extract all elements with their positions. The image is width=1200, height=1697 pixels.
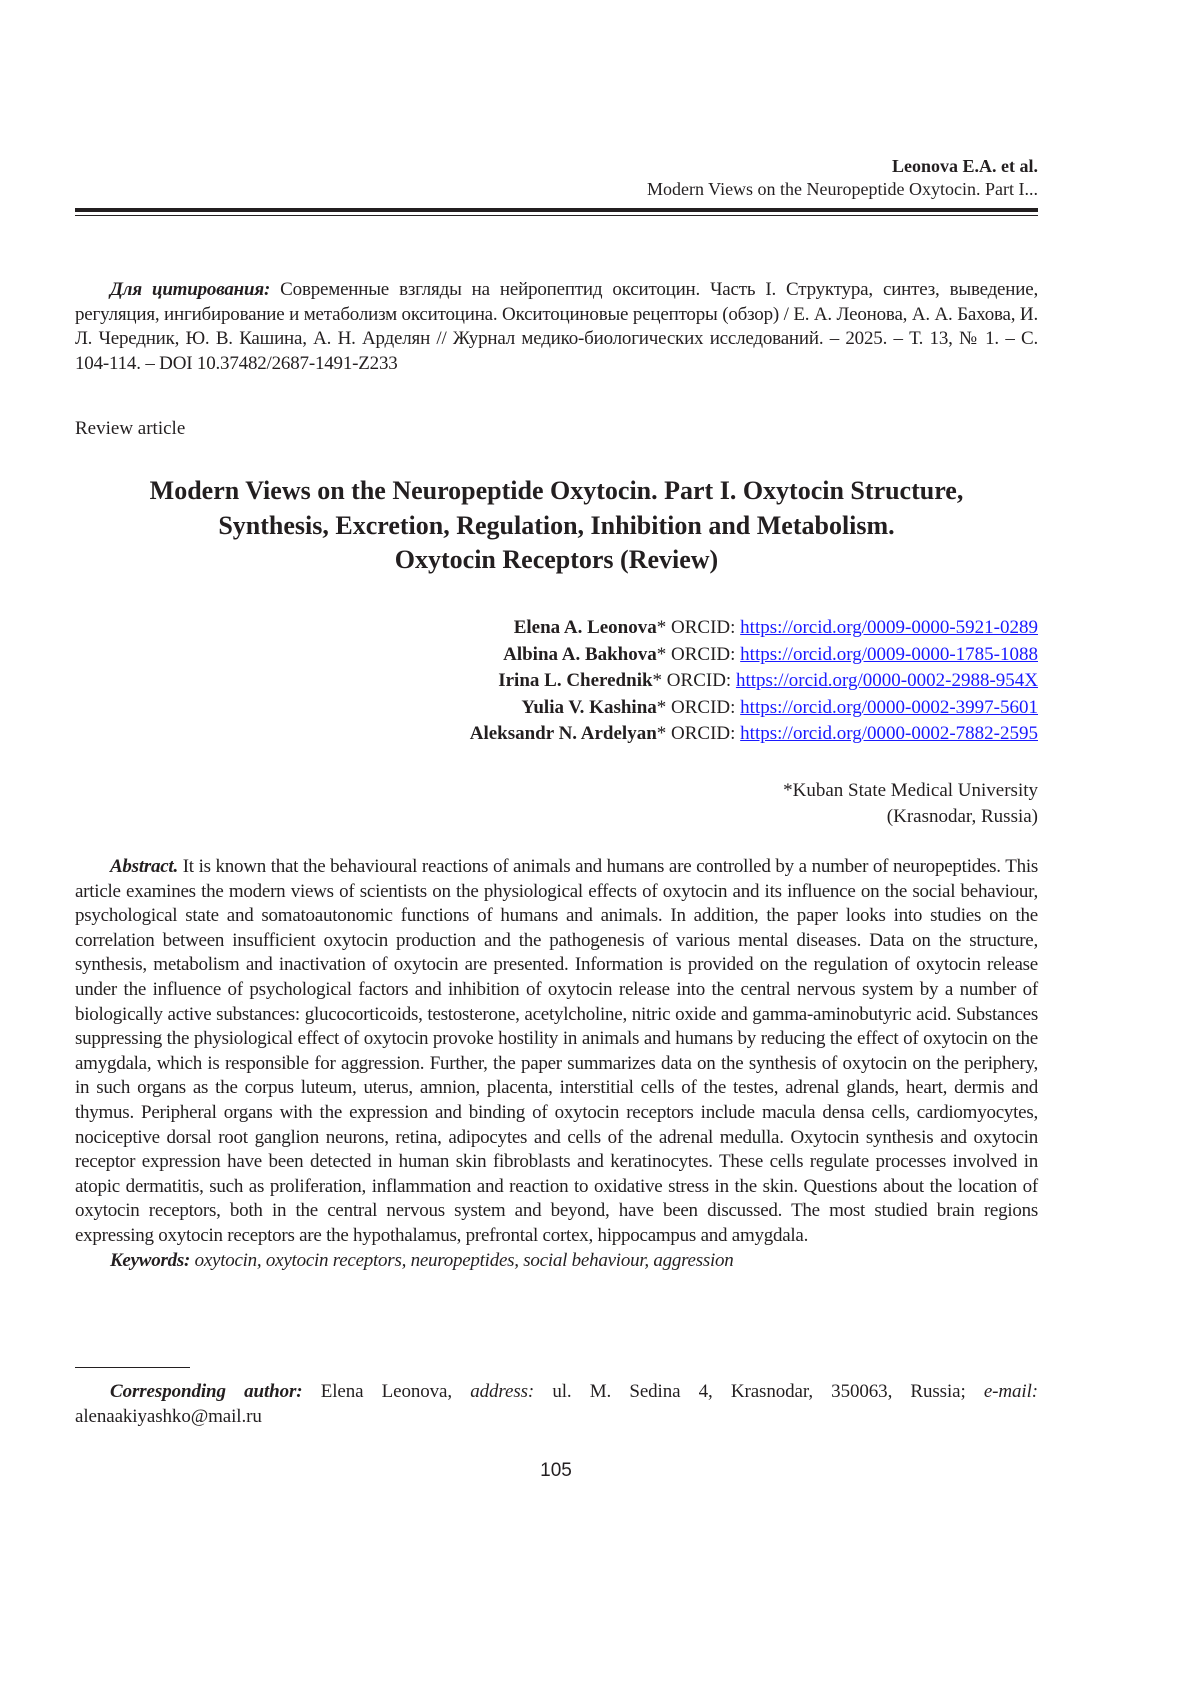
orcid-label: ORCID:	[666, 644, 740, 665]
author-list	[75, 615, 1038, 748]
orcid-label: ORCID:	[666, 723, 740, 744]
address-text: ul. M. Sedina 4, Krasnodar, 350063, Russia;	[534, 1381, 984, 1402]
address-label: address:	[470, 1381, 534, 1402]
affiliation-location: (Krasnodar, Russia)	[75, 804, 1038, 830]
abstract-label: Abstract.	[110, 856, 178, 877]
title-line: Synthesis, Excretion, Regulation, Inhibition and Metabolism.	[75, 509, 1038, 544]
citation-block	[75, 278, 1038, 376]
author-mark: *	[657, 644, 667, 665]
abstract-paragraph	[75, 855, 1038, 1249]
author-mark: *	[657, 617, 667, 638]
author-name: Albina A. Bakhova	[503, 644, 657, 665]
orcid-link[interactable]: https://orcid.org/0009-0000-1785-1088	[740, 644, 1038, 665]
orcid-label: ORCID:	[662, 670, 736, 691]
footnote-rule	[75, 1367, 190, 1368]
article-type: Review article	[75, 418, 1038, 440]
affiliation-name: *Kuban State Medical University	[75, 778, 1038, 804]
author-mark: *	[653, 670, 663, 691]
keywords-paragraph	[75, 1249, 1038, 1274]
author-entry	[75, 721, 1038, 748]
citation-label: Для цитирования:	[110, 279, 270, 300]
orcid-link[interactable]: https://orcid.org/0000-0002-7882-2595	[740, 723, 1038, 744]
author-name: Yulia V. Kashina	[521, 697, 656, 718]
abstract-text: It is known that the behavioural reactions of animals and humans are controlled by a number of neuropeptides. This article examines the modern views of scientists on the physiological effects of oxytocin and its influence on the social behaviour, psychological state and somatoautonomic functions of humans and animals. In addition, the paper looks into studies on the correlation between insufficient oxytocin production and the pathogenesis of various mental diseases. Data on the structure, synthesis, metabolism and inactivation of oxytocin are presented. Information is provided on the regulation of oxytocin release under the influence of psychological factors and inhibition of oxytocin release into the central nervous system by a number of biologically active substances: glucocorticoids, testosterone, acetylcholine, nitric oxide and gamma-aminobutyric acid. Substances suppressing the physiological effect of oxytocin provoke hostility in animals and humans by reducing the effect of oxytocin on the amygdala, which is responsible for aggression. Further, the paper summarizes data on the synthesis of oxytocin on the periphery, in such organs as the corpus luteum, uterus, amnion, placenta, interstitial cells of the testes, adrenal glands, heart, dermis and thymus. Peripheral organs with the expression and binding of oxytocin receptors include macula densa cells, cardiomyocytes, nociceptive dorsal root ganglion neurons, retina, adipocytes and cells of the adrenal medulla. Oxytocin synthesis and oxytocin receptor expression have been detected in human skin fibroblasts and keratinocytes. These cells regulate processes involved in atopic dermatitis, such as proliferation, inflammation and reaction to oxidative stress in the skin. Questions about the location of oxytocin receptors, both in the central nervous system and beyond, have been discussed. The most studied brain regions expressing oxytocin receptors are the hypothalamus, prefrontal cortex, hippocampus and amygdala.	[75, 856, 1038, 1246]
author-name: Irina L. Cherednik	[498, 670, 652, 691]
author-entry	[75, 695, 1038, 722]
affiliation	[75, 778, 1038, 830]
orcid-link[interactable]: https://orcid.org/0000-0002-2988-954X	[736, 670, 1038, 691]
header-authors: Leonova E.A. et al.	[892, 156, 1038, 176]
header-rule-thin	[75, 215, 1038, 216]
author-entry	[75, 642, 1038, 669]
author-entry	[75, 615, 1038, 642]
title-line: Oxytocin Receptors (Review)	[75, 543, 1038, 578]
email-text: alenaakiyashko@mail.ru	[75, 1406, 262, 1427]
orcid-label: ORCID:	[666, 697, 740, 718]
corresponding-name: Elena Leonova,	[303, 1381, 471, 1402]
author-entry	[75, 668, 1038, 695]
email-label: e-mail:	[984, 1381, 1038, 1402]
article-title	[75, 474, 1038, 578]
citation-text: Современные взгляды на нейропептид окситоцин. Часть I. Структура, синтез, выведение, регуляция, ингибирование и метаболизм окситоцина. Окситоциновые рецепторы (обзор) / Е. А. Леонова, А. А. Бахова, И. Л. Чередник, Ю. В. Кашина, А. Н. Арделян // Журнал медико-биологических исследований. – 2025. – Т. 13, № 1. – С. 104-114. – DOI 10.37482/2687-1491-Z233	[75, 279, 1038, 374]
author-mark: *	[657, 723, 667, 744]
corresponding-author	[75, 1380, 1038, 1429]
keywords-text: oxytocin, oxytocin receptors, neuropeptides, social behaviour, aggression	[190, 1250, 733, 1271]
corresponding-label: Corresponding author:	[110, 1381, 303, 1402]
author-name: Elena A. Leonova	[514, 617, 657, 638]
orcid-link[interactable]: https://orcid.org/0000-0002-3997-5601	[740, 697, 1038, 718]
orcid-link[interactable]: https://orcid.org/0009-0000-5921-0289	[740, 617, 1038, 638]
keywords-label: Keywords:	[110, 1250, 190, 1271]
running-header	[75, 155, 1038, 201]
author-name: Aleksandr N. Ardelyan	[470, 723, 657, 744]
title-line: Modern Views on the Neuropeptide Oxytocin. Part I. Oxytocin Structure,	[75, 474, 1038, 509]
author-mark: *	[657, 697, 667, 718]
page-number: 105	[0, 1460, 1112, 1482]
orcid-label: ORCID:	[666, 617, 740, 638]
header-short-title: Modern Views on the Neuropeptide Oxytocin. Part I...	[75, 178, 1038, 201]
abstract-block	[75, 855, 1038, 1273]
header-rule-thick	[75, 208, 1038, 212]
